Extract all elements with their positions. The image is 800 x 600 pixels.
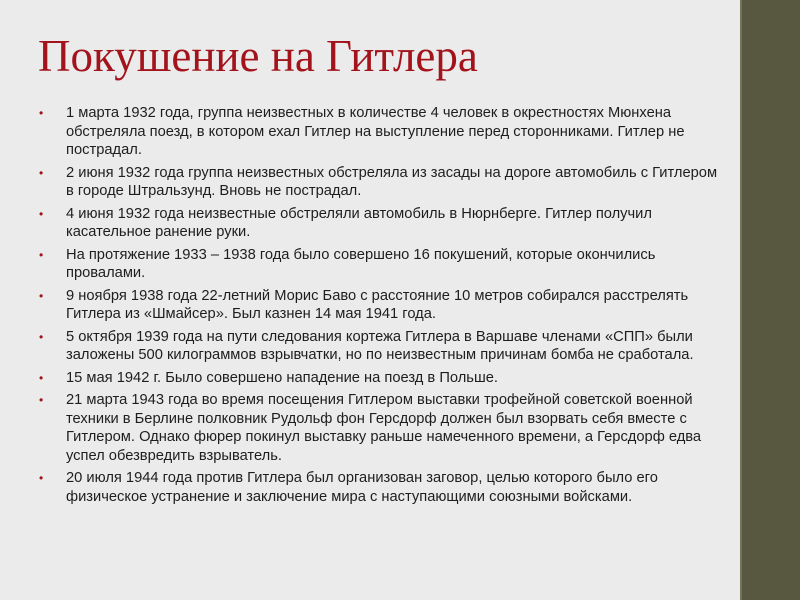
bullet-item [38,246,720,283]
bullet-text: 15 мая 1942 г. Было совершено нападение на поезд в Польше. [66,369,498,386]
bullet-marker-icon: • [39,393,44,407]
bullet-item [38,205,720,242]
bullet-marker-icon: • [39,165,44,180]
bullet-marker-icon: • [39,106,44,120]
side-decorative-band [740,0,800,600]
bullet-item [38,469,720,506]
bullet-item [38,104,720,160]
bullet-text: 4 июня 1932 года неизвестные обстреляли автомобиль в Нюрнберге. Гитлер получил касательное ранение руки. [66,205,652,240]
bullet-item [38,391,720,465]
side-band-edge [740,0,742,600]
bullet-marker-icon: • [39,206,44,221]
bullet-marker-icon: • [39,471,44,485]
slide-title: Покушение на Гитлера [38,31,478,81]
bullet-text: 2 июня 1932 года группа неизвестных обстреляла из засады на дороге автомобиль с Гитлером в городе Штральзунд. Вновь не пострадал. [66,164,718,199]
bullet-marker-icon: • [39,247,44,262]
bullet-text: На протяжение 1933 – 1938 года было совершено 16 покушений, которые окончились провалами. [66,246,656,281]
bullet-text: 21 марта 1943 года во время посещения Гитлером выставки трофейной советской военной техники в Берлине полковник Рудольф фон Герсдорф должен был взорвать себя вместе с Гитлером. Однако фюрер покинул выставку раньше намеченного времени, а Герсдорф едва успел обезвредить взрыватель. [66,392,702,464]
bullet-list [38,104,720,510]
bullet-item [38,164,720,201]
bullet-marker-icon: • [39,370,44,385]
bullet-text: 5 октября 1939 года на пути следования кортежа Гитлера в Варшаве членами «СПП» были заложены 500 килограммов взрывчатки, но по неизвестным причинам бомба не сработала. [66,328,694,363]
bullet-item [38,287,720,324]
bullet-text: 20 июля 1944 года против Гитлера был организован заговор, целью которого было его физическое устранение и заключение мира с наступающими союзными войсками. [66,470,658,505]
bullet-text: 1 марта 1932 года, группа неизвестных в количестве 4 человек в окрестностях Мюнхена обстреляла поезд, в котором ехал Гитлер на выступление перед сторонниками. Гитлер не пострадал. [66,105,685,158]
bullet-item [38,328,720,365]
bullet-text: 9 ноября 1938 года 22-летний Морис Баво с расстояние 10 метров собирался расстрелять Гитлера из «Шмайсер». Был казнен 14 мая 1941 года. [66,287,689,322]
bullet-marker-icon: • [39,288,44,303]
bullet-marker-icon: • [39,329,44,344]
bullet-item [38,369,720,388]
